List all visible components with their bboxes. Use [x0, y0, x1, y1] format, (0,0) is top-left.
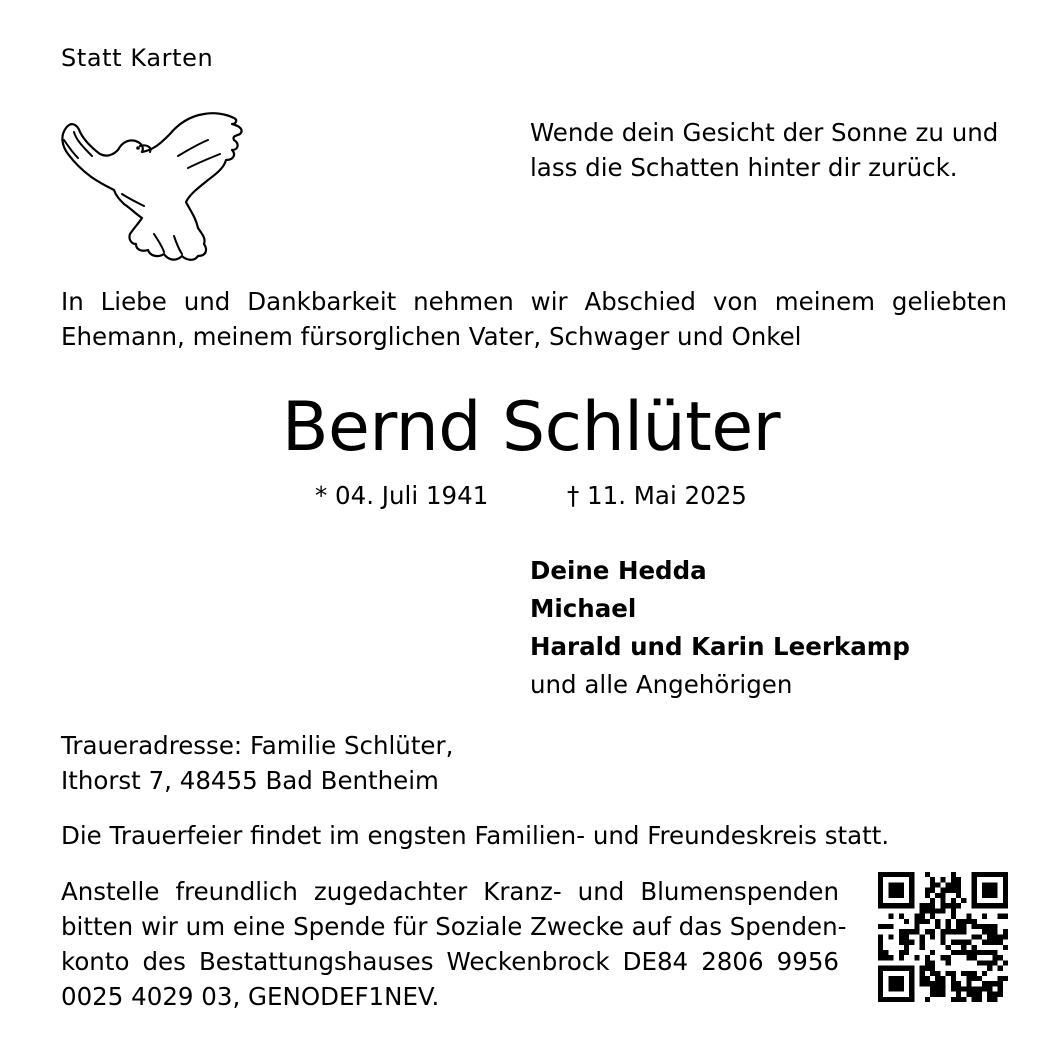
- donation-line: 0025 4029 03, GENODEF1NEV.: [61, 982, 440, 1011]
- intro-line: In Liebe und Dankbarkeit nehmen wir Abschied von meinem geliebten: [61, 287, 1007, 316]
- deceased-name: Bernd Schlüter: [281, 388, 781, 467]
- address-line: Traueradresse: Familie Schlüter,: [61, 731, 454, 760]
- family-relatives: und alle Angehörigen: [530, 670, 793, 699]
- donation-line: bitten wir um eine Spende für Soziale Zwecke auf das Spenden-: [61, 912, 847, 941]
- birth-date: * 04. Juli 1941: [315, 481, 489, 510]
- family-member: Michael: [530, 594, 637, 623]
- donation-line: Anstelle freundlich zugedachter Kranz- und Blumenspenden: [61, 877, 839, 906]
- intro-line: Ehemann, meinem fürsorglichen Vater, Schwager und Onkel: [61, 322, 802, 351]
- header-label: Statt Karten: [61, 44, 214, 72]
- mourning-address: [61, 728, 453, 798]
- ceremony-note: Die Trauerfeier findet im engsten Familien- und Freundeskreis statt.: [61, 821, 890, 850]
- donation-line: konto des Bestattungshauses Weckenbrock DE84 2806 9956: [61, 947, 839, 976]
- death-date: † 11. Mai 2025: [567, 481, 747, 510]
- family-signatures: [530, 552, 910, 704]
- dove-icon: [58, 110, 253, 268]
- donation-note: [61, 874, 847, 1014]
- quote-line: Wende dein Gesicht der Sonne zu und: [530, 118, 999, 147]
- family-member: Deine Hedda: [530, 556, 707, 585]
- quote-line: lass die Schatten hinter dir zurück.: [530, 153, 958, 182]
- quote: [530, 115, 998, 185]
- intro-text: [61, 284, 1007, 354]
- address-line: Ithorst 7, 48455 Bad Bentheim: [61, 766, 439, 795]
- qr-code-icon[interactable]: [878, 872, 1008, 1002]
- family-member: Harald und Karin Leerkamp: [530, 632, 910, 661]
